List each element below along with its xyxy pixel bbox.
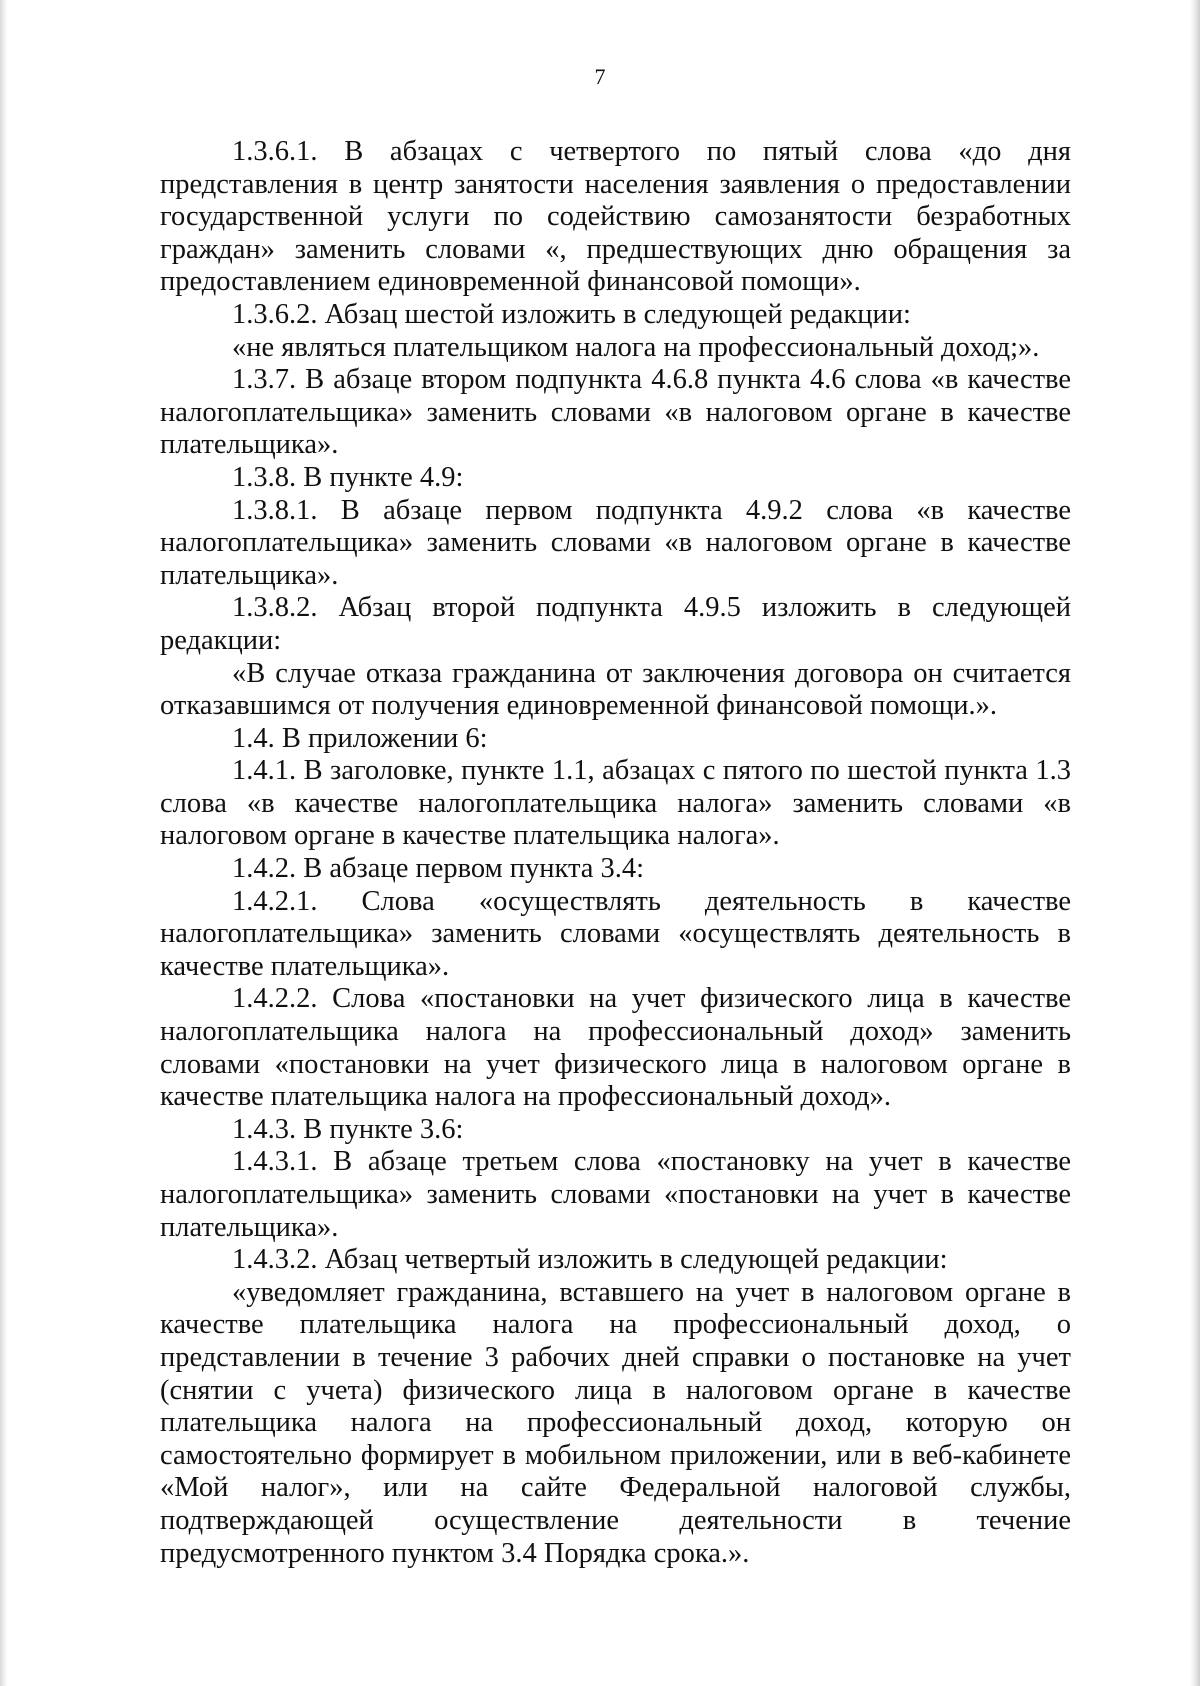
paragraph-quote-refusal: «В случае отказа гражданина от заключения договора он считается отказавшимся от получения единовременной финансовой помощи.».: [160, 657, 1071, 722]
paragraph-quote-notifies: «уведомляет гражданина, вставшего на учет в налоговом органе в качестве плательщика налога на профессиональный доход, о представлении в течение 3 рабочих дней справки о постановке на учет (снятии с учета) физического лица в налоговом органе в качестве плательщика налога на профессиональный доход, которую он самостоятельно формирует в мобильном приложении, или в веб-кабинете «Мой налог», или на сайте Федеральной налоговой службы, подтверждающей осуществление деятельности в течение предусмотренного пунктом 3.4 Порядка срока.».: [160, 1276, 1071, 1569]
paragraph-1-4-3: 1.4.3. В пункте 3.6:: [232, 1113, 464, 1145]
paragraph-1-4-3-1: 1.4.3.1. В абзаце третьем слова «постановку на учет в качестве налогоплательщика» заменить словами «постановки на учет в качестве плательщика».: [160, 1146, 1071, 1243]
paragraph-1-4-2: 1.4.2. В абзаце первом пункта 3.4:: [232, 853, 645, 885]
paragraph-1-4-2-2: 1.4.2.2. Слова «постановки на учет физического лица в качестве налогоплательщика налога на профессиональный доход» заменить словами «постановки на учет физического лица в налоговом органе в качестве плательщика налога на профессиональный доход».: [160, 983, 1071, 1113]
scan-edge-left: [0, 0, 8, 1686]
document-body: [160, 136, 1071, 1570]
paragraph-1-3-6-2: 1.3.6.2. Абзац шестой изложить в следующей редакции:: [232, 298, 911, 330]
paragraph-1-3-7: 1.3.7. В абзаце втором подпункта 4.6.8 пункта 4.6 слова «в качестве налогоплательщика» заменить словами «в налоговом органе в качестве плательщика».: [160, 364, 1071, 461]
paragraph-quote-not-payer: «не являться плательщиком налога на профессиональный доход;».: [232, 331, 1040, 363]
paragraph-1-3-8-2: 1.3.8.2. Абзац второй подпункта 4.9.5 изложить в следующей редакции:: [160, 592, 1071, 656]
scan-edge-right: [1190, 0, 1200, 1686]
paragraph-1-4-2-1: 1.4.2.1. Слова «осуществлять деятельность в качестве налогоплательщика» заменить словами «осуществлять деятельность в качестве плательщика».: [160, 885, 1071, 982]
paragraph-1-4-1: 1.4.1. В заголовке, пункте 1.1, абзацах с пятого по шестой пункта 1.3 слова «в качестве налогоплательщика налога» заменить словами «в налоговом органе в качестве плательщика налога».: [160, 755, 1071, 852]
paragraph-1-4: 1.4. В приложении 6:: [232, 722, 488, 754]
paragraph-1-3-6-1: 1.3.6.1. В абзацах с четвертого по пятый слова «до дня представления в центр занятости населения заявления о предоставлении государственной услуги по содействию самозанятости безработных граждан» заменить словами «, предшествующих дню обращения за предоставлением единовременной финансовой помощи».: [160, 136, 1071, 298]
paragraph-1-4-3-2: 1.4.3.2. Абзац четвертый изложить в следующей редакции:: [232, 1244, 948, 1276]
paragraph-1-3-8-1: 1.3.8.1. В абзаце первом подпункта 4.9.2 слова «в качестве налогоплательщика» заменить словами «в налоговом органе в качестве плательщика».: [160, 494, 1071, 591]
paragraph-1-3-8: 1.3.8. В пункте 4.9:: [232, 461, 464, 493]
page-number: 7: [594, 64, 606, 89]
